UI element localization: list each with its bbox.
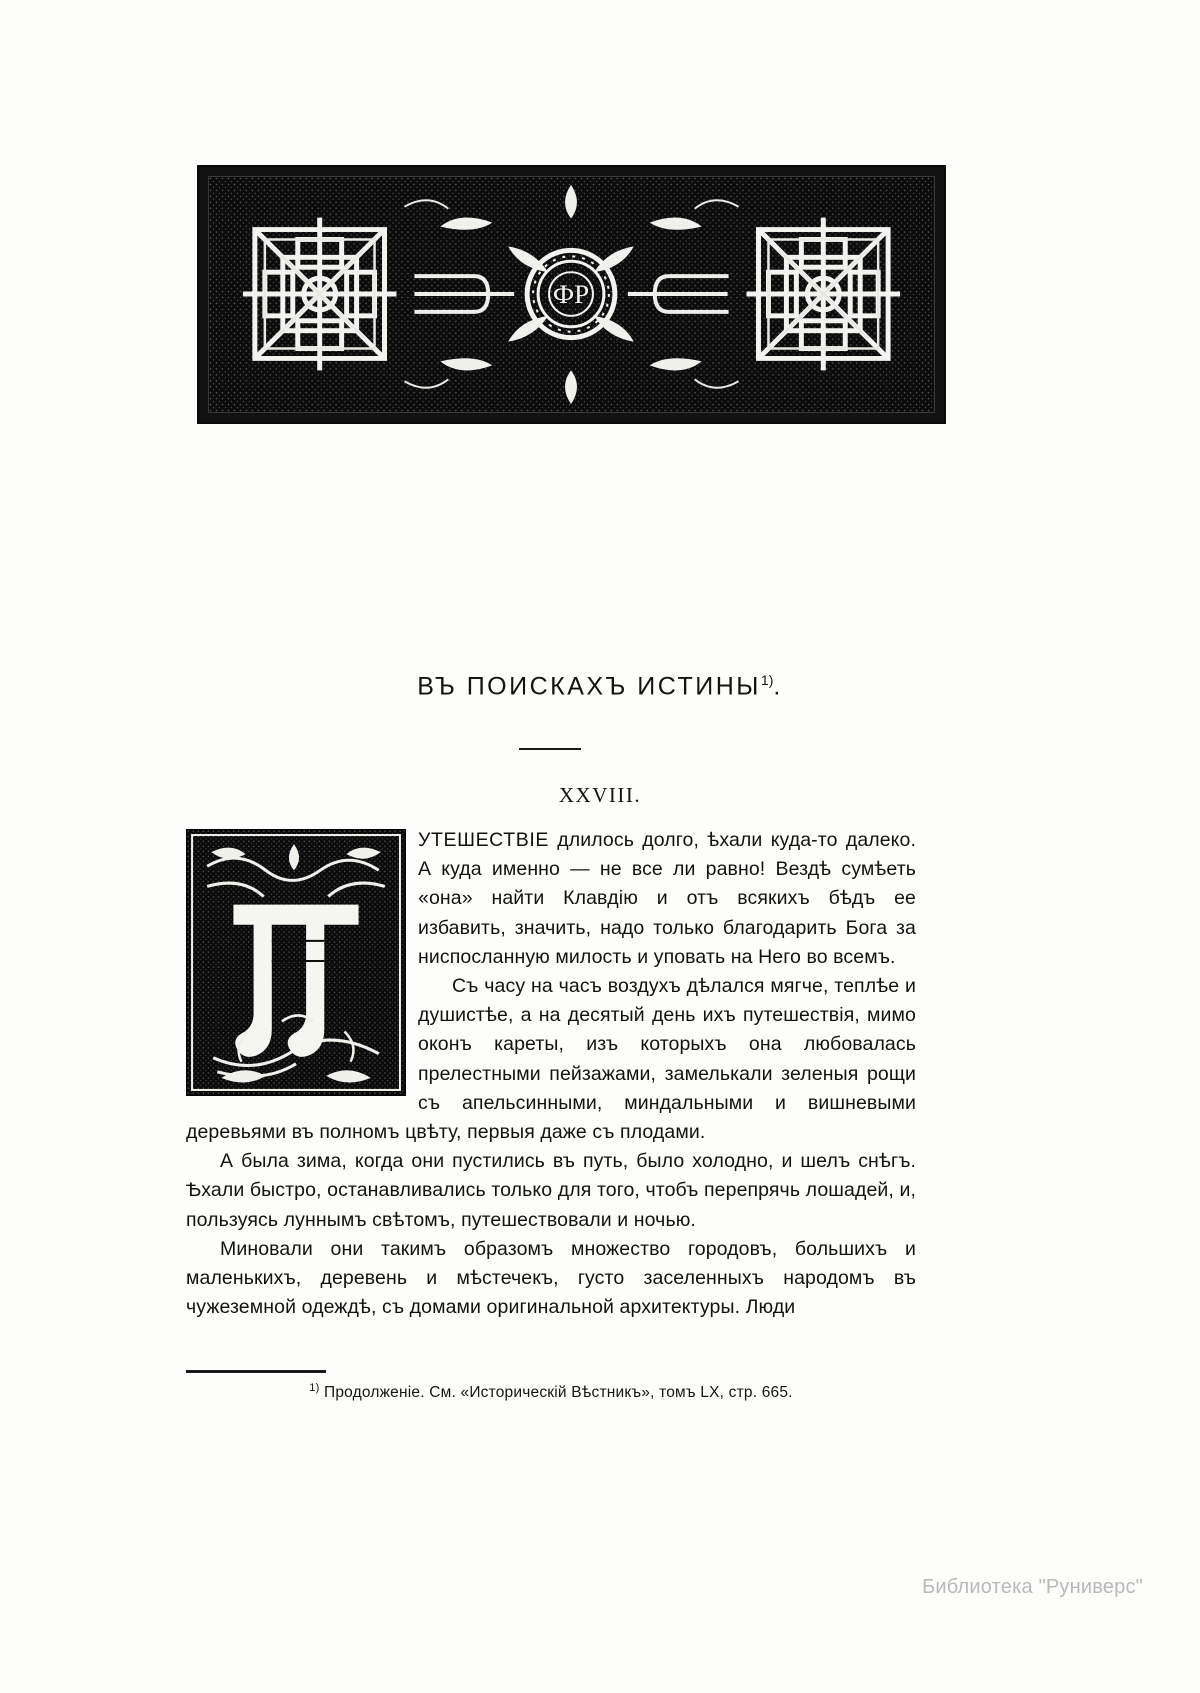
footnote [186,1382,916,1402]
body-text [186,826,916,1322]
paragraph-1-rest: длилось долго, ѣхали куда-то далеко. А куда именно — не все ли равно! Вездѣ сумѣеть «она» найти Клавдію и отъ всякихъ бѣдъ ее избавить, значить, надо только благодарить Бога за ниспосланную милость и уповать на Него во всемъ. [418,829,916,968]
footnote-divider-rule [186,1370,326,1373]
title-divider-rule [519,748,581,750]
paragraph-2: Съ часу на часъ воздухъ дѣлался мягче, теплѣе и душистѣе, а на десятый день ихъ путешествія, мимо оконъ кареты, изъ которыхъ она любовалась прелестными пейзажами, замелькали зеленыя рощи съ апельсинными, миндальными и вишневыми деревьями въ полномъ цвѣту, первыя даже съ плодами. [186,975,916,1144]
paragraph-4: Миновали они такимъ образомъ множество городовъ, большихъ и маленькихъ, деревень и мѣстечекъ, густо заселенныхъ народомъ въ чужеземной одеждѣ, съ домами оригинальной архитектуры. Люди [186,1237,916,1319]
illuminated-initial-icon [186,829,406,1096]
page-title [0,672,1200,701]
paragraph-1-first-word: УТЕШЕСТВІЕ [418,829,549,851]
svg-text:ФР: ФР [552,278,590,309]
footnote-text: Продолженіе. См. «Историческій Вѣстникъ», томъ LX, стр. 665. [324,1384,793,1402]
title-text: ВЪ ПОИСКАХЪ ИСТИНЫ [417,672,761,701]
headpiece-artwork [209,177,934,412]
chapter-number: XXVIII. [558,783,642,807]
library-watermark: Библиотека "Руниверс" [922,1576,1143,1598]
celtic-interlace-headpiece [197,165,946,424]
title-footnote-marker: 1) [760,672,774,688]
dropcap-artwork [187,830,405,1095]
title-trailing-period: . [773,672,783,701]
footnote-marker: 1) [309,1382,320,1394]
headpiece-inner-border [208,176,935,413]
paragraph-3: А была зима, когда они пустились въ путь, было холодно, и шелъ снѣгъ. Ѣхали быстро, останавливались только для того, чтобъ перепрячь лошадей, и, пользуясь луннымъ свѣтомъ, путешествовали и ночью. [186,1150,916,1231]
